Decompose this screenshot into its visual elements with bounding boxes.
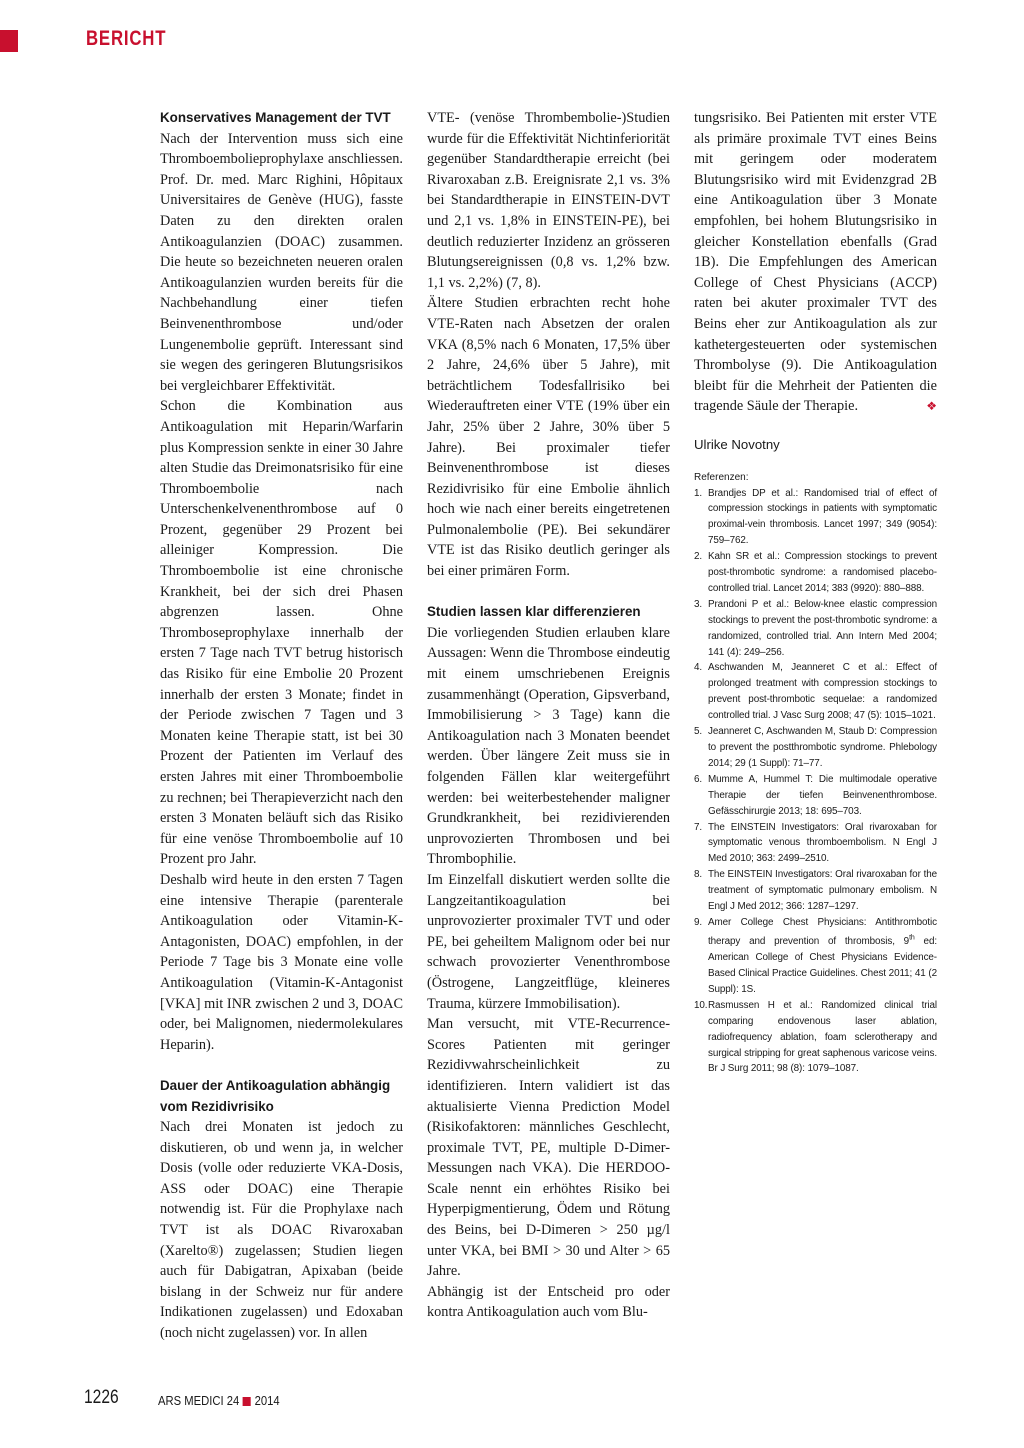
reference-item xyxy=(694,660,937,724)
reference-number: 9. xyxy=(694,916,703,928)
footer-square-icon xyxy=(243,1397,251,1406)
reference-item xyxy=(694,867,937,915)
paragraph: Schon die Kombination aus Antikoagulation mit Heparin/Warfarin plus Kompression senkte in einer 30 Jahre alten Studie das Dreimonatsrisiko für eine Thromboembolie nach Unterschenkelvenenthrombose auf 0 Prozent, gegenüber 29 Prozent bei alleiniger Kompression. Die Thromboembolie ist eine chronische Krankheit, bei der sich drei Phasen abgrenzen lassen. Ohne Thromboseprophylaxe innerhalb der ersten 7 Tage nach TVT betrug historisch das Risiko für eine Embolie 20 Prozent innerhalb der ersten 3 Monate; findet in der Periode zwischen 7 Tagen und 3 Monaten keine Therapie statt, ist bei 30 Prozent der Patienten im Verlauf des ersten Jahres mit einer Thromboembolie zu rechnen; bei Therapieverzicht nach den ersten 3 Monaten beläuft sich das Risiko für eine venöse Thromboembolie auf 10 Prozent pro Jahr. xyxy=(160,398,403,868)
reference-text: Mumme A, Hummel T: Die multimodale operative Therapie der tiefen Beinvenenthrombose. Gefässchirurgie 2013; 18: 695–703. xyxy=(708,773,937,817)
reference-text: Kahn SR et al.: Compression stockings to prevent post-thrombotic syndrome: a randomised placebo-controlled trial. Lancet 2014; 383 (9920): 880–888. xyxy=(708,551,937,594)
reference-text: Brandjes DP et al.: Randomised trial of effect of compression stockings in patients with symptomatic proximal-vein thrombosis. Lancet 1997; 349 (9054): 759–762. xyxy=(708,487,937,547)
text-column-2 xyxy=(427,108,670,1323)
column-3-body xyxy=(694,108,937,417)
section-heading: Dauer der Antikoagulation abhängig vom Rezidivrisiko xyxy=(160,1077,391,1114)
paragraph: Nach drei Monaten ist jedoch zu diskutieren, ob und wenn ja, in welcher Dosis (volle oder reduzierte VKA-Dosis, ASS oder DOAC) eine Therapie notwendig ist. Für die Prophylaxe nach TVT ist als DOAC Rivaroxaban (Xarelto®) zugelassen; Studien liegen auch für Dabigatran, Apixaban (beide bislang in der Schweiz nur für andere Indikationen zugelassen) und Edoxaban (noch nicht zugelassen) vor. In allen xyxy=(160,1119,403,1342)
reference-number: 1. xyxy=(694,487,703,499)
reference-number: 10. xyxy=(694,999,708,1011)
spacer xyxy=(160,1055,403,1076)
text-column-1 xyxy=(160,108,403,1344)
author-name: Ulrike Novotny xyxy=(694,436,780,452)
reference-text: Aschwanden M, Jeanneret C et al.: Effect of prolonged treatment with compression stockings to prevent post-thrombotic sequelae: a randomized controlled trial. J Vasc Surg 2008; 47 (5): 1015–1021. xyxy=(708,662,937,722)
footer-journal xyxy=(158,1394,280,1408)
reference-text: The EINSTEIN Investigators: Oral rivaroxaban for symptomatic venous thromboembolism. N Engl J Med 2010; 363: 2499–2510. xyxy=(708,821,937,865)
paragraph: Die vorliegenden Studien erlauben klare Aussagen: Wenn die Thrombose eindeutig mit einem umschriebenen Ereignis zusammenhängt (Operation, Gipsverband, Immobilisierung > 3 Tage) kann die Antikoagulation nach 3 Monaten beendet werden. Über längere Zeit muss sie in folgenden Fällen klar weitergeführt werden: bei weiterbestehender maligner Grundkrankheit, bei rezidivierenden unprovozierten Thrombosen und bei Thrombophilie. xyxy=(427,624,670,868)
paragraph: Nach der Intervention muss sich eine Thromboembolieprophylaxe anschliessen. Prof. Dr. med. Marc Righini, Hôpitaux Universitaires de Genève (HUG), fasste Daten zu den direkten oralen Antikoagulanzien (DOAC) zusammen. Die heute so bezeichneten neueren oralen Antikoagulanzien wurden bereits für die Nachbehandlung einer tiefen Beinvenenthrombose und/oder Lungenembolie geprüft. Interessant sind sie wegen des geringeren Blutungsrisikos bei vergleichbarer Effektivität. xyxy=(160,130,403,394)
reference-item xyxy=(694,772,937,820)
references-title: Referenzen: xyxy=(694,471,749,483)
text-column-3 xyxy=(694,108,937,1077)
references-list xyxy=(694,486,937,1078)
spacer xyxy=(427,582,670,603)
reference-text: Jeanneret C, Aschwanden M, Staub D: Compression to prevent the postthrombotic syndrome. Phlebology 2014; 29 (1 Suppl): 71–77. xyxy=(708,726,937,769)
reference-number: 7. xyxy=(694,821,703,833)
section-heading: Studien lassen klar differenzieren xyxy=(427,604,641,620)
reference-number: 4. xyxy=(694,662,703,674)
reference-text: Rasmussen H et al.: Randomized clinical trial comparing endovenous laser ablation, radiofrequency ablation, foam sclerotherapy and surgical stripping for great saphenous varicose veins. Br J Surg 2011; 98 (8): 1079–1087. xyxy=(708,999,937,1075)
reference-item xyxy=(694,549,937,597)
paragraph: Ältere Studien erbrachten recht hohe VTE-Raten nach Absetzen der oralen VKA (8,5% nach 6 Monaten, 17,5% über 2 Jahre, 24,6% über 5 Jahre), mit beträchtlichem Todesfallrisiko bei Wiederauftreten einer VTE (19% über ein Jahr, 25% über 2 Jahre, 30% über 5 Jahre). Bei proximaler tiefer Beinvenenthrombose ist dieses Rezidivrisiko für eine Embolie ähnlich hoch wie nach einer bereits eingetretenen Pulmonalembolie (PE). Bei sekundärer VTE ist das Risiko deutlich geringer als bei einer primären Form. xyxy=(427,295,670,580)
page-number: 1226 xyxy=(84,1387,119,1408)
section-color-mark xyxy=(0,30,18,52)
section-label: BERICHT xyxy=(86,27,167,50)
reference-text: The EINSTEIN Investigators: Oral rivaroxaban for the treatment of symptomatic pulmonary embolism. N Engl J Med 2012; 366: 1287–1297. xyxy=(708,869,937,913)
reference-number: 5. xyxy=(694,726,703,738)
paragraph: Im Einzelfall diskutiert werden sollte die Langzeitantikoagulation bei unprovozierter proximaler TVT und oder PE, bei geheiltem Malignom oder bei nur schwach provozierter Venenthrombose (Östrogene, Langzeitflüge, kleineres Trauma, kürzere Immobilisation). xyxy=(427,871,670,1012)
reference-number: 8. xyxy=(694,869,703,881)
paragraph: VTE- (venöse Thrombembolie-)Studien wurde für die Effektivität Nichtinferiorität gegenüber Standardtherapie erreicht (bei Rivaroxaban z.B. Ereignisrate 2,1 vs. 3% bei Standardtherapie in EINSTEIN-DVT und 2,1 vs. 1,8% in EINSTEIN-PE), bei deutlich reduzierter Inzidenz an grösseren Blutungsereignissen (0,8 vs. 1,2% bzw. 1,1 vs. 2,2%) (7, 8). xyxy=(427,110,670,291)
reference-text: Prandoni P et al.: Below-knee elastic compression stockings to prevent the post-thrombotic syndrome: a randomized, controlled trial. Ann Intern Med 2004; 141 (4): 249–256. xyxy=(708,598,937,658)
reference-number: 6. xyxy=(694,773,703,785)
journal-name: ARS MEDICI 24 xyxy=(158,1394,240,1408)
section-heading: Konservatives Management der TVT xyxy=(160,110,391,125)
reference-text: Amer College Chest Physicians: Antithrombotic therapy and prevention of thrombosis, 9th ed: American College of Chest Physicians Evidence-Based Clinical Practice Guidelines. Chest 2011; 41 (2 Suppl): 1S. xyxy=(708,916,937,995)
paragraph: Deshalb wird heute in den ersten 7 Tagen eine intensive Therapie (parenterale Antikoagulation oder Vitamin-K-Antagonisten, DOAC) empfohlen, in der Periode 7 Tage bis 3 Monate eine volle Antikoagulation (Vitamin-K-Antagonist [VKA] mit INR zwischen 2 und 3, DOAC oder, bei Malignomen, niedermolekulares Heparin). xyxy=(160,871,403,1053)
reference-item xyxy=(694,820,937,868)
reference-item xyxy=(694,724,937,772)
reference-number: 3. xyxy=(694,598,703,610)
paragraph: tungsrisiko. Bei Patienten mit erster VTE als primäre proximale TVT eines Beins mit geringem oder moderatem Blutungsrisiko wird mit Evidenzgrad 2B eine Antikoagulation über 3 Monate empfohlen, bei hohem Blutungsrisiko in gleicher Konstellation ebenfalls (Grad 1B). Die Empfehlungen des American College of Chest Physicians (ACCP) raten bei akuter proximaler TVT des Beins eher zur Antikoagulation als zur kathetergesteuerten oder systemischen Thrombolyse (9). Die Antikoagulation bleibt für die Mehrheit der Patienten die tragende Säule der Therapie. ❖ xyxy=(694,108,937,417)
article-end-icon: ❖ xyxy=(926,399,937,414)
journal-year: 2014 xyxy=(254,1394,280,1408)
paragraph: Abhängig ist der Entscheid pro oder kontra Antikoagulation auch vom Blu- xyxy=(427,1283,670,1321)
paragraph: Man versucht, mit VTE-Recurrence-Scores Patienten mit geringer Rezidivwahrscheinlichkeit zu identifizieren. Intern validiert ist das aktualisierte Vienna Prediction Model (Risikofaktoren: männliches Geschlecht, proximale TVT, PE, multiple D-Dimer-Messungen nach VKA). Die HERDOO-Scale nennt ein erhöhtes Risiko bei Hyperpigmentierung, Ödem und Rötung des Beins, bei D-Dimeren > 250 µg/l unter VKA, bei BMI > 30 und Alter > 65 Jahre. xyxy=(427,1016,670,1280)
reference-item xyxy=(694,597,937,661)
reference-number: 2. xyxy=(694,551,703,563)
reference-item xyxy=(694,915,937,998)
reference-item xyxy=(694,998,937,1078)
reference-item xyxy=(694,486,937,550)
